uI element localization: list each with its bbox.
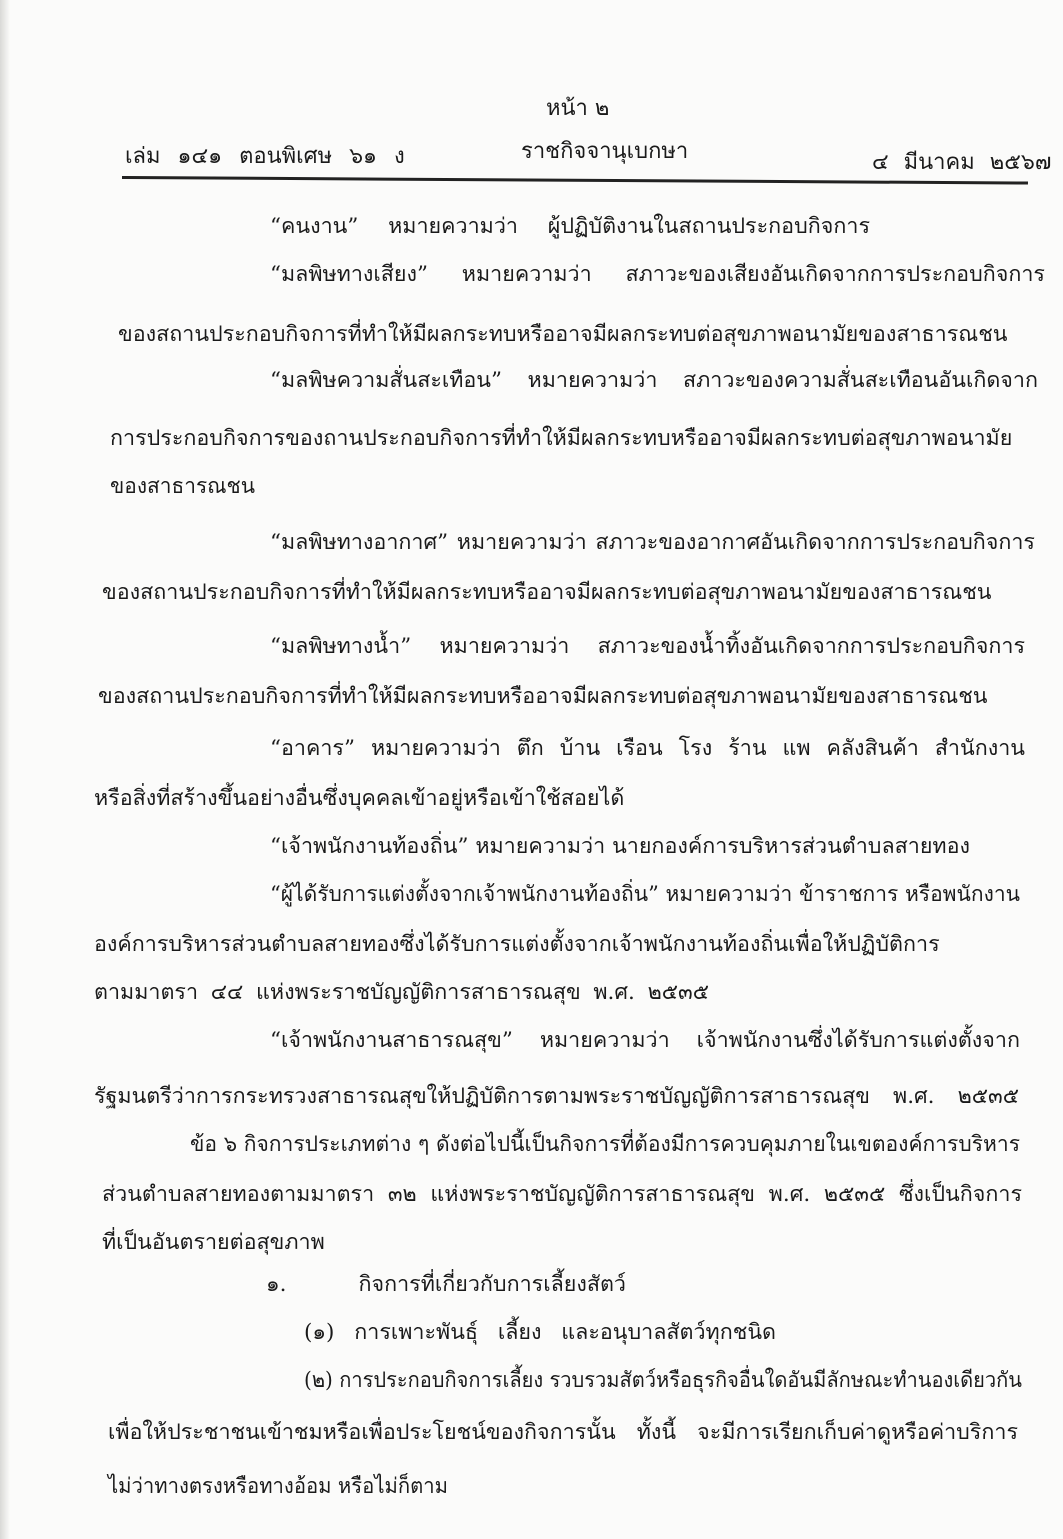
body-line: รัฐมนตรีว่าการกระทรวงสาธารณสุขให้ปฏิบัติการตามพระราชบัญญัติการสาธารณสุข พ.ศ. ๒๕๓๕ [94,1084,1019,1109]
body-line: หรือสิ่งที่สร้างขึ้นอย่างอื่นซึ่งบุคคลเข้าอยู่หรือเข้าใช้สอยได้ [94,786,625,811]
body-line: องค์การบริหารส่วนตำบลสายทองซึ่งได้รับการแต่งตั้งจากเจ้าพนักงานท้องถิ่นเพื่อให้ปฏิบัติการ [94,932,940,957]
body-line: ส่วนตำบลสายทองตามมาตรา ๓๒ แห่งพระราชบัญญัติการสาธารณสุข พ.ศ. ๒๕๓๕ ซึ่งเป็นกิจการ [102,1182,1022,1207]
body-line: (๒) การประกอบกิจการเลี้ยง รวบรวมสัตว์หรือธุรกิจอื่นใดอันมีลักษณะทำนองเดียวกัน [304,1368,1022,1393]
volume-info: เล่ม ๑๔๑ ตอนพิเศษ ๖๑ ง [125,144,405,169]
body-line: ที่เป็นอันตรายต่อสุขภาพ [102,1230,325,1255]
body-line: ไม่ว่าทางตรงหรือทางอ้อม หรือไม่ก็ตาม [108,1474,448,1499]
body-line: “มลพิษทางเสียง” หมายความว่า สภาวะของเสียงอันเกิดจากการประกอบกิจการ [270,262,1045,287]
body-line: “มลพิษทางอากาศ” หมายความว่า สภาวะของอากาศอันเกิดจากการประกอบกิจการ [270,530,1035,555]
page-number: หน้า ๒ [546,96,610,121]
body-line: “เจ้าพนักงานท้องถิ่น” หมายความว่า นายกองค์การบริหารส่วนตำบลสายทอง [270,834,970,859]
body-line: “คนงาน” หมายความว่า ผู้ปฏิบัติงานในสถานประกอบกิจการ [270,214,870,239]
page-edge-shadow [0,0,10,1539]
body-line: การประกอบกิจการของถานประกอบกิจการที่ทำให้มีผลกระทบหรืออาจมีผลกระทบต่อสุขภาพอนามัย [110,426,1013,451]
body-line: ข้อ ๖ กิจการประเภทต่าง ๆ ดังต่อไปนี้เป็นกิจการที่ต้องมีการควบคุมภายในเขตองค์การบริหาร [190,1132,1020,1157]
body-line: ของสถานประกอบกิจการที่ทำให้มีผลกระทบหรืออาจมีผลกระทบต่อสุขภาพอนามัยของสาธารณชน [98,684,988,709]
body-line: ของสถานประกอบกิจการที่ทำให้มีผลกระทบหรืออาจมีผลกระทบต่อสุขภาพอนามัยของสาธารณชน [102,580,992,605]
body-line: (๑) การเพาะพันธุ์ เลี้ยง และอนุบาลสัตว์ทุกชนิด [304,1320,776,1345]
body-line: เพื่อให้ประชาชนเข้าชมหรือเพื่อประโยชน์ของกิจการนั้น ทั้งนี้ จะมีการเรียกเก็บค่าดูหรือค่าบริการ [108,1420,1018,1445]
body-line: “เจ้าพนักงานสาธารณสุข” หมายความว่า เจ้าพนักงานซึ่งได้รับการแต่งตั้งจาก [270,1028,1020,1053]
body-line: “ผู้ได้รับการแต่งตั้งจากเจ้าพนักงานท้องถิ่น” หมายความว่า ข้าราชการ หรือพนักงาน [270,882,1020,907]
body-line: “มลพิษทางน้ำ” หมายความว่า สภาวะของน้ำทิ้งอันเกิดจากการประกอบกิจการ [270,634,1025,659]
body-line: “อาคาร” หมายความว่า ตึก บ้าน เรือน โรง ร้าน แพ คลังสินค้า สำนักงาน [270,736,1025,761]
body-line: ของสถานประกอบกิจการที่ทำให้มีผลกระทบหรืออาจมีผลกระทบต่อสุขภาพอนามัยของสาธารณชน [118,322,1008,347]
publication-title: ราชกิจจานุเบกษา [521,139,689,164]
body-line: ๑. กิจการที่เกี่ยวกับการเลี้ยงสัตว์ [266,1272,626,1297]
body-line: “มลพิษความสั่นสะเทือน” หมายความว่า สภาวะของความสั่นสะเทือนอันเกิดจาก [270,368,1038,393]
body-line: ของสาธารณชน [110,474,255,499]
publication-date: ๔ มีนาคม ๒๕๖๗ [872,150,1052,175]
body-line: ตามมาตรา ๔๔ แห่งพระราชบัญญัติการสาธารณสุข พ.ศ. ๒๕๓๕ [94,980,709,1005]
